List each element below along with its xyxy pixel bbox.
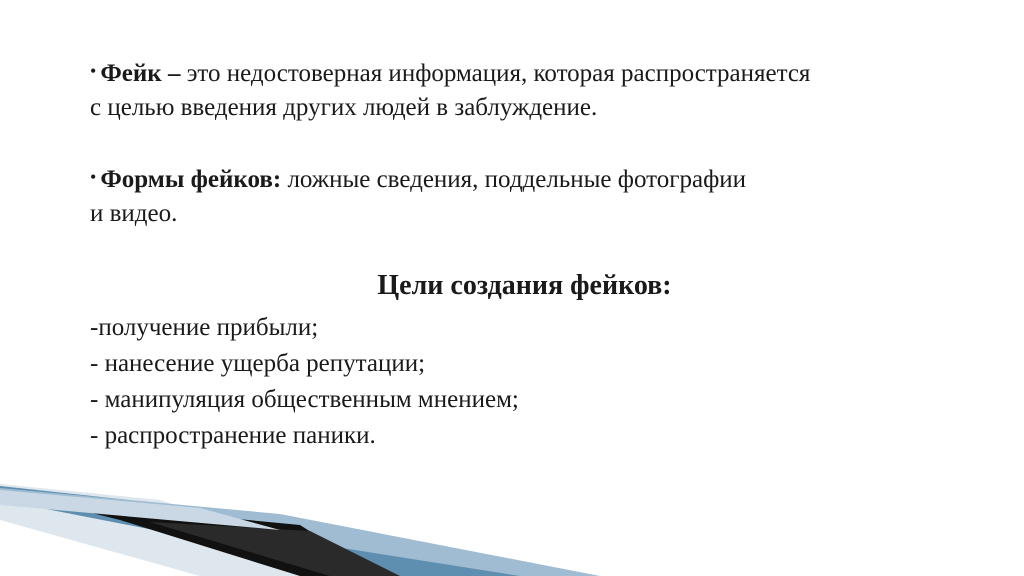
definition-text: это недостоверная информация, которая распространяется <box>180 60 811 87</box>
forms-term: Формы фейков: <box>100 166 282 193</box>
definition-term: Фейк – <box>100 60 181 87</box>
forms-text: ложные сведения, поддельные фотографии <box>281 166 747 193</box>
goal-item: - нанесение ущерба репутации; <box>90 350 426 377</box>
goal-item: -получение прибыли; <box>90 314 319 341</box>
goal-item: - манипуляция общественным мнением; <box>90 386 519 413</box>
definition-line-1 <box>90 54 810 91</box>
goals-list <box>90 310 519 454</box>
definition-paragraph <box>90 54 810 125</box>
forms-line-1 <box>90 160 746 197</box>
goals-heading: Цели создания фейков: <box>377 270 672 301</box>
forms-paragraph <box>90 160 746 231</box>
goal-item: - распространение паники. <box>90 422 376 449</box>
bullet-icon: • <box>90 61 97 81</box>
definition-line-2: с целью введения других людей в заблуждение. <box>90 94 598 121</box>
bullet-icon: • <box>90 167 97 187</box>
forms-line-2: и видео. <box>90 200 178 227</box>
